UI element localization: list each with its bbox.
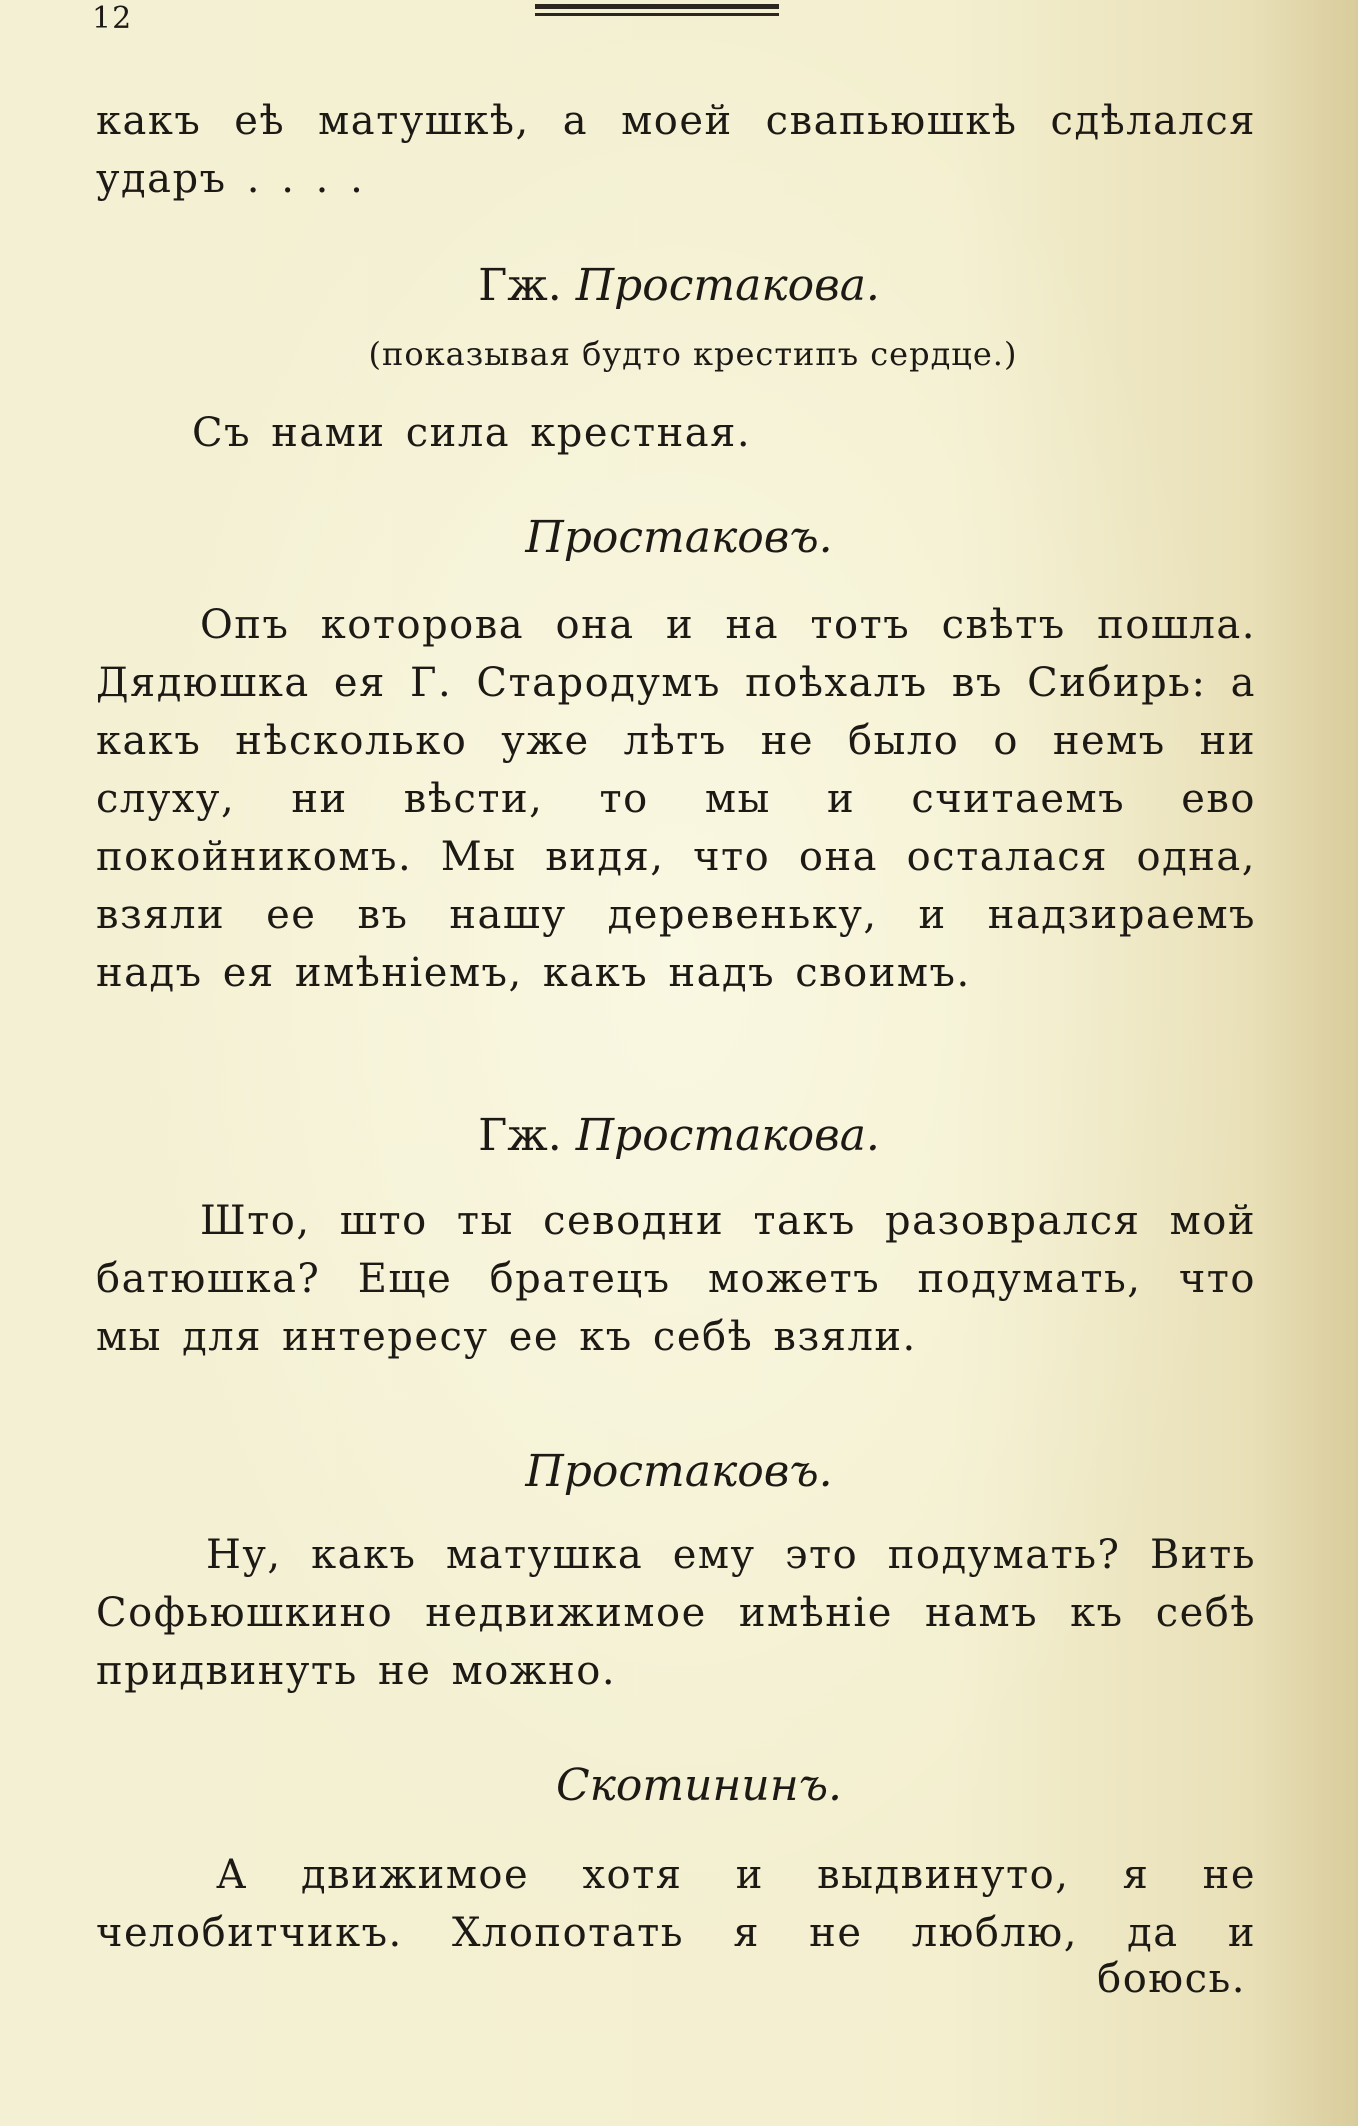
paragraph-3: Опъ которова она и на тотъ свѣтъ пошла. Дядюшка ея Г. Стародумъ поѣхалъ въ Сибирь: а какъ нѣсколько уже лѣтъ не было о немъ ни слуху, ни вѣсти, то мы и считаемъ ево покойникомъ. Мы видя, что она осталася одна, взяли ее въ нашу деревеньку, и надзираемъ надъ ея имѣнiемъ, какъ надъ своимъ. [96,602,1256,996]
speaker-name: Скотининъ. [555,1760,843,1811]
header-rule-thick [535,4,779,9]
speaker-title: Гж. [478,1110,562,1161]
speaker-heading-1 [0,258,1358,314]
header-rule [535,4,779,18]
paragraph-2: Съ нами сила крестная. [192,410,752,456]
stage-direction: (показывая будто крестипъ сердце.) [368,335,1018,373]
speaker-title: Гж. [478,260,562,311]
paragraph-5: Ну, какъ матушка ему это подумать? Вить Софьюшкино недвижимое имѣнiе намъ къ себѣ придвинуть не можно. [96,1532,1256,1694]
speaker-heading-2 [0,510,1358,566]
paragraph-6: А движимое хотя и выдвинуто, я не челобитчикъ. Хлопотать я не люблю, да и [96,1852,1256,1956]
paragraph-4: Што, што ты севодни такъ разоврался мой батюшка? Еще братецъ можетъ подумать, что мы для интересу ее къ себѣ взяли. [96,1198,1256,1360]
speaker-name: Простаковъ. [525,1446,833,1497]
speaker-heading-5 [20,1758,1358,1814]
paragraph-1: какъ eѣ матушкѣ, а моей свапьюшкѣ сдѣлался ударъ . . . . [96,98,1256,202]
page-number: 12 [92,1,133,36]
speaker-name: Простаковъ. [525,512,833,563]
paragraph-6-end: боюсь. [1097,1956,1246,2002]
speaker-heading-3 [0,1108,1358,1164]
speaker-name: Простакова. [575,1110,880,1161]
speaker-name: Простакова. [575,260,880,311]
speaker-heading-4 [0,1444,1358,1500]
header-rule-thin [535,13,779,16]
